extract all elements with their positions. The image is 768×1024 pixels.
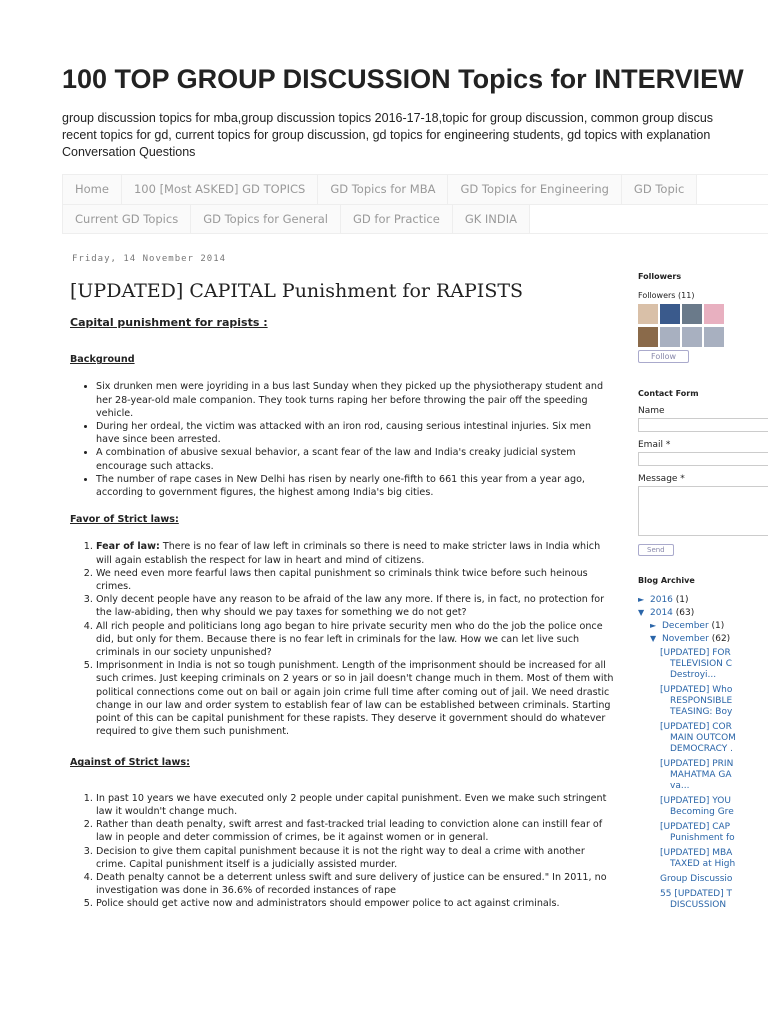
tab-practice[interactable]: GD for Practice (341, 205, 453, 234)
archive-post-link[interactable] (638, 796, 768, 818)
tab-general[interactable]: GD Topics for General (191, 205, 341, 234)
archive-post-link[interactable] (638, 848, 768, 870)
message-field[interactable] (638, 486, 768, 536)
post-body (70, 316, 615, 911)
post-heading: Capital punishment for rapists : (70, 316, 268, 329)
message-label: Message * (638, 474, 685, 484)
archive-post-link[interactable] (638, 648, 768, 681)
page-tabs (62, 174, 768, 234)
archive-post-line: [UPDATED] FOR (660, 648, 731, 658)
archive-post-line: 55 [UPDATED] T (660, 889, 733, 899)
archive-post-line: [UPDATED] YOU (660, 796, 731, 806)
avatar[interactable] (682, 304, 702, 324)
archive-post-list (638, 648, 768, 911)
archive-month-november[interactable] (638, 634, 768, 644)
archive-post-line: Becoming Gre (670, 807, 734, 817)
list-item: • Six drunken men were joyriding in a bus last Sunday when they picked up the physiotherapy student and her 28-year-old male companion. They took turns raping her before throwing the pair off the speeding vehicle. (96, 380, 615, 420)
list-item: • During her ordeal, the victim was attacked with an iron rod, causing serious intestinal injuries. Six men have since been arrested. (96, 420, 615, 446)
list-item: 3. Decision to give them capital punishment because it is not the right way to deal a crime with another crime. Capital punishment itself is a judicially assisted murder. (96, 845, 615, 871)
avatar[interactable] (682, 327, 702, 347)
tab-home[interactable]: Home (63, 175, 122, 204)
archive-post-line: RESPONSIBLE (670, 696, 733, 706)
archive-year-2016[interactable] (638, 595, 768, 605)
tab-row-1 (63, 175, 768, 204)
archive-post-line: DEMOCRACY . (670, 744, 733, 754)
tab-engineering[interactable]: GD Topics for Engineering (448, 175, 621, 204)
follow-button[interactable]: Follow (638, 350, 689, 363)
list-item: • A combination of abusive sexual behavior, a scant fear of the law and India's creaky judicial system encourage such attacks. (96, 446, 615, 472)
archive-post-line: TEASING: Boy (670, 707, 733, 717)
list-item: 2. Rather than death penalty, swift arrest and fast-tracked trial leading to conviction alone can instill fear of law in people and deter commission of crimes, be it against women or in general. (96, 818, 615, 844)
tab-gk-india[interactable]: GK INDIA (453, 205, 530, 234)
avatar[interactable] (660, 304, 680, 324)
sidebar (638, 272, 768, 915)
archive-post-line: DISCUSSION (670, 900, 727, 910)
avatar[interactable] (660, 327, 680, 347)
blog-title[interactable]: 100 TOP GROUP DISCUSSION Topics for INTERVIEW (62, 64, 744, 94)
description-line: recent topics for gd, current topics for group discussion, gd topics for engineering students, gd topics with explanation (62, 128, 711, 142)
archive-post-line: va... (670, 781, 690, 791)
avatar[interactable] (638, 327, 658, 347)
archive-post-line: TELEVISION C (670, 659, 733, 669)
background-heading: Background (70, 354, 135, 366)
archive-month-december[interactable] (638, 621, 768, 631)
archive-post-line: [UPDATED] PRIN (660, 759, 734, 769)
followers-count: Followers (11) (638, 291, 695, 300)
archive-post-link[interactable] (638, 722, 768, 755)
archive-post-line: [UPDATED] COR (660, 722, 732, 732)
archive-link[interactable]: 2014 (650, 608, 673, 618)
archive-count: (1) (675, 595, 689, 605)
list-item: 4. Death penalty cannot be a deterrent unless swift and sure delivery of justice can be ensured." In 2011, no investigation was done in 36.6% of recorded instances of rape (96, 871, 615, 897)
name-label: Name (638, 406, 665, 416)
description-line: Conversation Questions (62, 145, 196, 159)
post-title[interactable]: [UPDATED] CAPITAL Punishment for RAPISTS (70, 280, 524, 302)
archive-count: (62) (711, 634, 731, 644)
against-list (70, 792, 615, 911)
name-field[interactable] (638, 418, 768, 432)
collapse-down-icon[interactable]: ▼ (650, 634, 657, 643)
archive-year-2014[interactable] (638, 608, 768, 618)
list-item: 3. Only decent people have any reason to be afraid of the law any more. If there is, in fact, no protection for the law-abiding, then why should we pay taxes for something we do not get? (96, 593, 615, 619)
expand-right-icon[interactable]: ► (650, 621, 657, 630)
archive-link[interactable]: 2016 (650, 595, 673, 605)
tab-most-asked[interactable]: 100 [Most ASKED] GD TOPICS (122, 175, 318, 204)
archive-post-line: MAIN OUTCOM (670, 733, 736, 743)
against-heading: Against of Strict laws: (70, 757, 190, 769)
archive-post-line: Group Discussio (660, 874, 733, 884)
follower-avatars (638, 304, 768, 350)
favor-heading: Favor of Strict laws: (70, 514, 179, 526)
list-item: • The number of rape cases in New Delhi has risen by nearly one-fifth to 661 this year from a year ago, according to government figures, the highest among India's big cities. (96, 473, 615, 499)
blog-archive-title: Blog Archive (638, 576, 695, 585)
avatar[interactable] (638, 304, 658, 324)
archive-post-line: [UPDATED] MBA (660, 848, 733, 858)
collapse-down-icon[interactable]: ▼ (638, 608, 645, 617)
list-item: 5. Imprisonment in India is not so tough punishment. Length of the imprisonment should be increased for all such crimes. Just keeping criminals on 2 years or so in jail doesn't change much in them. Most of them with political connections come out on bail or again join crime full time after coming out of jail. We need drastic change in our law and order system to establish fear of law can be established between criminals. Starting point of this can be capital punishment for these rapists. They deserve it government should do whatever required to give them such punishment. (96, 659, 615, 738)
post-date: Friday, 14 November 2014 (72, 254, 227, 264)
favor-list (70, 540, 615, 738)
contact-form-title: Contact Form (638, 389, 699, 398)
archive-post-link[interactable] (638, 822, 768, 844)
email-label: Email * (638, 440, 671, 450)
avatar[interactable] (704, 304, 724, 324)
tab-mba[interactable]: GD Topics for MBA (318, 175, 448, 204)
archive-post-line: [UPDATED] Who (660, 685, 733, 695)
followers-title: Followers (638, 272, 682, 281)
expand-right-icon[interactable]: ► (638, 595, 645, 604)
archive-post-line: Punishment fo (670, 833, 735, 843)
archive-count: (63) (675, 608, 695, 618)
tab-topic-more[interactable]: GD Topic (622, 175, 697, 204)
archive-post-link[interactable] (638, 874, 768, 885)
list-item: 4. All rich people and politicians long ago began to hire private security men who do the job the police once did, but only for them. Because there is no fear left in criminals for the law. How we can let live such criminals in our society unpunished? (96, 620, 615, 660)
blog-description (62, 110, 768, 161)
archive-post-line: MAHATMA GA (670, 770, 732, 780)
archive-post-link[interactable] (638, 889, 768, 911)
list-item: 2. We need even more fearful laws then capital punishment so criminals think twice before such heinous crimes. (96, 567, 615, 593)
send-button[interactable]: Send (638, 544, 674, 556)
tab-current[interactable]: Current GD Topics (63, 205, 191, 234)
fear-of-law-label: Fear of law: (96, 541, 160, 553)
tab-row-2 (63, 204, 768, 234)
avatar[interactable] (704, 327, 724, 347)
list-item (96, 540, 615, 566)
archive-post-link[interactable] (638, 759, 768, 792)
fear-of-law-text: There is no fear of law left in criminals so there is need to make stricter laws in India which will again establish the respect for law in heart and mind of citizens. (96, 541, 601, 566)
background-list (70, 380, 615, 499)
archive-post-line: [UPDATED] CAP (660, 822, 731, 832)
description-line: group discussion topics for mba,group discussion topics 2016-17-18,topic for group discussion, common group discus (62, 111, 714, 125)
list-item: 1. In past 10 years we have executed only 2 people under capital punishment. Even we make such stringent law it wouldn't change much. (96, 792, 615, 818)
archive-post-link[interactable] (638, 685, 768, 718)
archive-post-line: TAXED at High (670, 859, 736, 869)
archive-post-line: Destroyi... (670, 670, 717, 680)
email-field[interactable] (638, 452, 768, 466)
archive-link[interactable]: December (662, 621, 709, 631)
blog-archive (638, 595, 768, 911)
archive-count: (1) (711, 621, 725, 631)
list-item: 5. Police should get active now and administrators should empower police to act against criminals. (96, 897, 615, 910)
archive-link[interactable]: November (662, 634, 709, 644)
